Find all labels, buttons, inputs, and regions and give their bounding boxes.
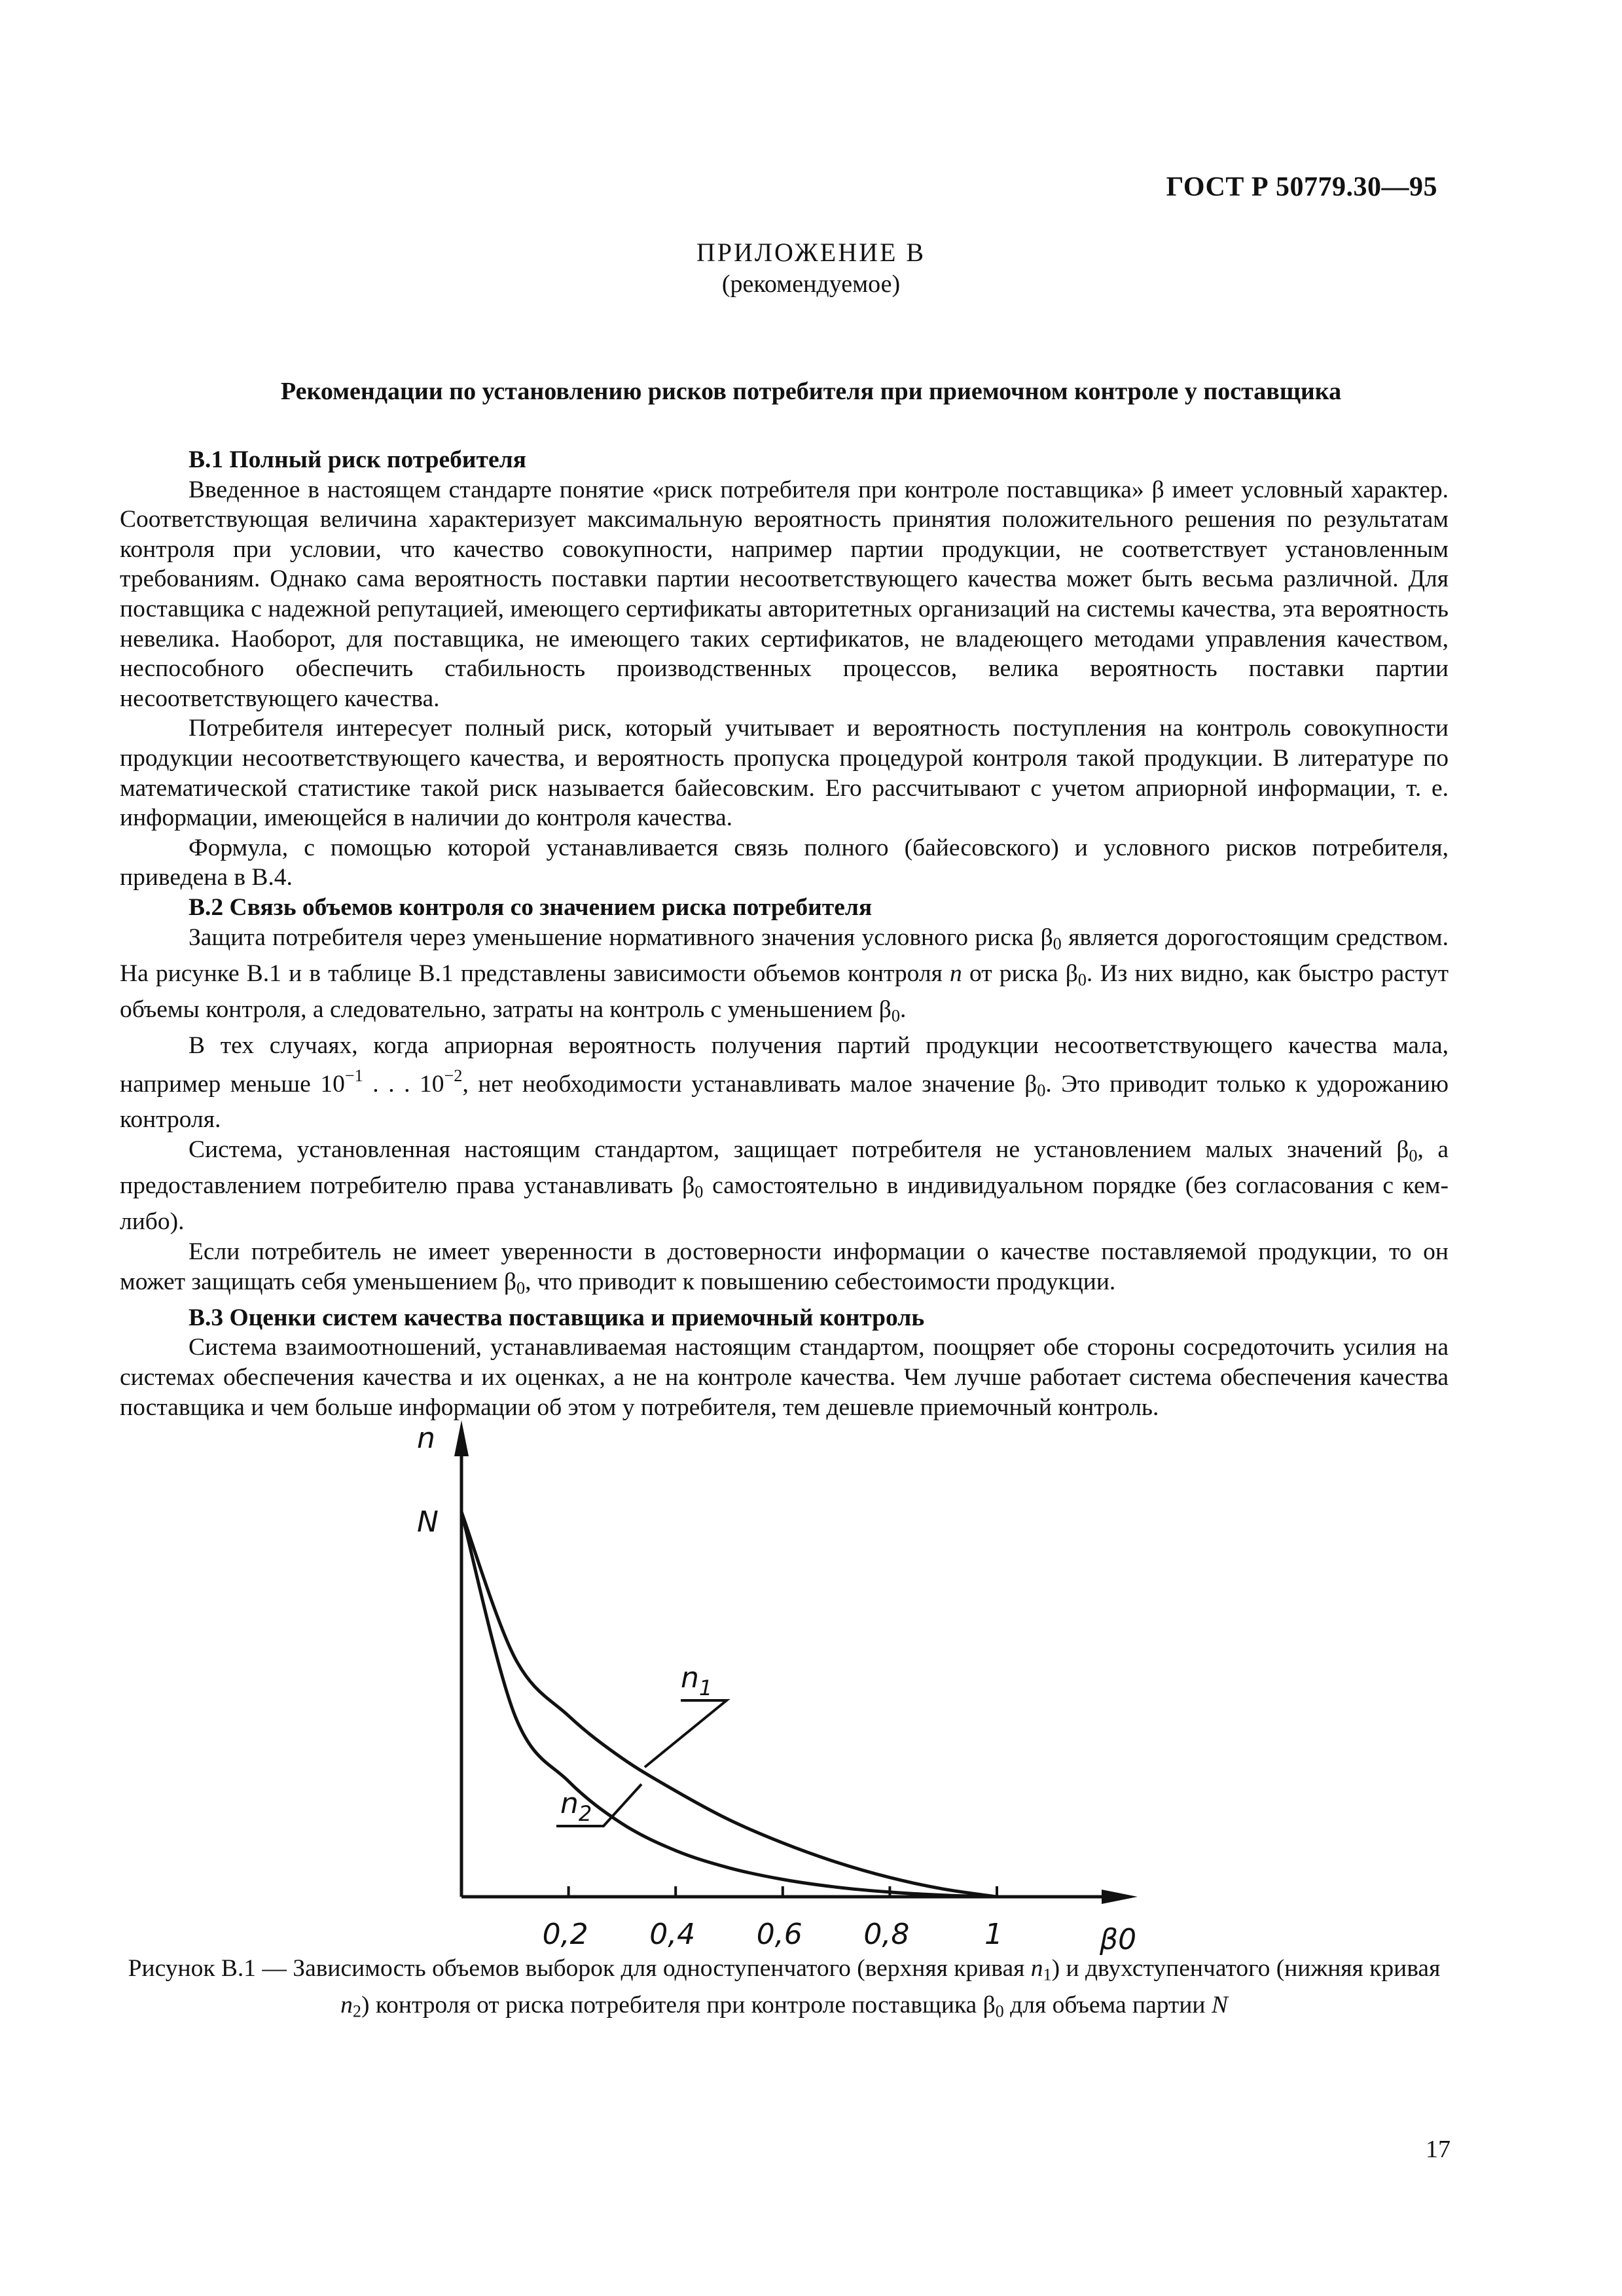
section-b1-paragraph: Потребителя интересует полный риск, который учитывает и вероятность поступления на контроль совокупности продукции несоответствующего качества, и вероятность пропуска процедурой контроля такой продукции. В литературе по математической статистике такой риск называется байесовским. Его рассчитывают с учетом априорной информации, т. е. информации, имеющейся в наличии до контроля качества. xyxy=(120,715,1449,832)
page-number: 17 xyxy=(1426,2136,1451,2163)
section-b2-paragraph: Если потребитель не имеет уверенности в достоверности информации о качестве поставляемой продукции, то он может защищать себя уменьшением $\beta_0$, что приводит к повышению себестоимости продукции. xyxy=(120,1238,1449,1298)
section-b2-heading: В.2 Связь объемов контроля со значением риска потребителя xyxy=(189,893,873,921)
x-tick-label: 0,8 xyxy=(863,1918,910,1951)
y-max-label: N xyxy=(417,1505,439,1539)
figure-b1 xyxy=(0,1394,1622,1956)
x-tick-label: 0,4 xyxy=(649,1918,696,1951)
section-b3-heading: В.3 Оценки систем качества поставщика и приемочный контроль xyxy=(189,1304,925,1331)
chart-labels xyxy=(417,1422,1136,1956)
chart-axes xyxy=(454,1420,1138,1904)
series-label-n1: $n_1$ xyxy=(681,1661,713,1700)
section-b3-paragraph: Система взаимоотношений, устанавливаемая настоящим стандартом, поощряет обе стороны сосредоточить усилия на системах обеспечения качества и их оценках, а не на контроле качества. Чем лучше работает система обеспечения качества поставщика и чем больше информации об этом у потребителя, тем дешевле приемочный контроль. xyxy=(120,1334,1449,1421)
x-axis-label: β0 xyxy=(1100,1923,1137,1956)
x-tick-label: 0,6 xyxy=(756,1918,802,1951)
section-b2-paragraph: Система, установленная настоящим стандартом, защищает потребителя не установлением малых значений $\beta_0$, а предоставлением потребителю права устанавливать $\beta_0$ самостоятельно в индивидуальном порядке (без согласования с кем-либо). xyxy=(120,1136,1449,1236)
section-b2-paragraph: Защита потребителя через уменьшение нормативного значения условного риска $\beta_0$ является дорогостоящим средством. На рисунке В.1 и в таблице В.1 представлены зависимости объемов контроля n от риска $\beta_0$. Из них видно, как быстро растут объемы контроля, а следовательно, затраты на контроль с уменьшением $\beta_0$. xyxy=(120,924,1449,1026)
y-axis-label: n xyxy=(417,1422,435,1455)
appendix-subtitle: (рекомендуемое) xyxy=(721,270,901,298)
appendix-title: ПРИЛОЖЕНИЕ В xyxy=(696,238,926,267)
series-line-n2 xyxy=(461,1512,997,1897)
standard-number: ГОСТ Р 50779.30—95 xyxy=(1166,172,1437,202)
y-axis-arrow xyxy=(454,1420,469,1456)
chart-curves xyxy=(461,1512,997,1897)
section-b1-paragraph: Введенное в настоящем стандарте понятие «риск потребителя при контроле поставщика» β имеет условный характер. Соответствующая величина характеризует максимальную вероятность принятия положительного решения по результатам контроля при условии, что качество совокупности, например партии продукции, не соответствует установленным требованиям. Однако сама вероятность поставки партии несоответствующего качества может быть весьма различной. Для поставщика с надежной репутацией, имеющего сертификаты авторитетных организаций на системы качества, эта вероятность невелика. Наоборот, для поставщика, не имеющего таких сертификатов, не владеющего методами управления качеством, неспособного обеспечить стабильность производственных процессов, велика вероятность поставки партии несоответствующего качества. xyxy=(120,476,1449,712)
figure-caption: Рисунок В.1 — Зависимость объемов выборок для одноступенчатого (верхняя кривая $n_1$) и двухступенчатого (нижняя кривая $n_2$) контроля от риска потребителя при контроле поставщика $\beta_0$ для объема партии N xyxy=(128,1955,1441,2021)
section-b1-heading: В.1 Полный риск потребителя xyxy=(189,446,526,473)
x-axis-arrow xyxy=(1102,1890,1138,1904)
section-b2-paragraph: В тех случаях, когда априорная вероятность получения партий продукции несоответствующего качества мала, например меньше $10^{-1}$ . . . $10^{-2}$, нет необходимости устанавливать малое значение $\beta_0$. Это приводит только к удорожанию контроля. xyxy=(120,1031,1449,1134)
series-line-n1 xyxy=(461,1512,997,1897)
series-label-n2: $n_2$ xyxy=(560,1787,592,1826)
x-tick-label: 1 xyxy=(984,1918,1003,1951)
section-b1-paragraph: Формула, с помощью которой устанавливается связь полного (байесовского) и условного рисков потребителя, приведена в В.4. xyxy=(120,834,1449,891)
body-text xyxy=(120,445,1449,1422)
document-title: Рекомендации по установлению рисков потребителя при приемочном контроле у поставщика xyxy=(280,378,1342,405)
x-tick-label: 0,2 xyxy=(542,1918,588,1951)
series-leader-n1 xyxy=(645,1700,727,1767)
